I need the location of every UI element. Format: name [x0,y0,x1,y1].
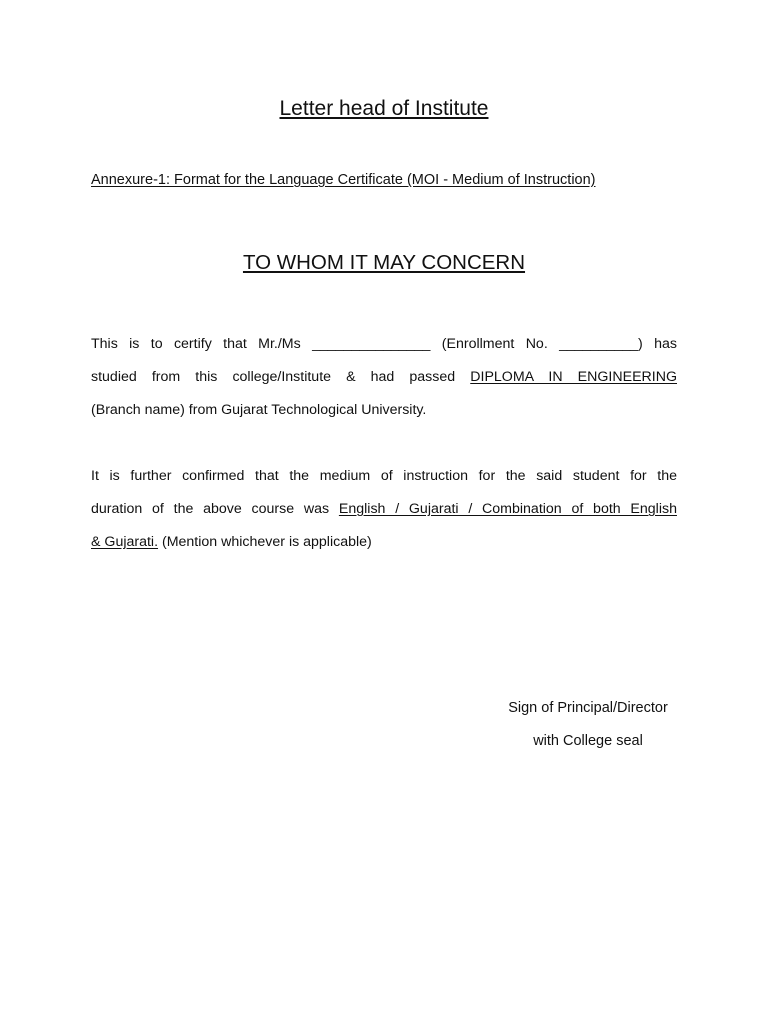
signature-block [470,692,706,758]
to-whom-heading: TO WHOM IT MAY CONCERN [242,251,526,274]
signature-line-2: with College seal [533,733,643,749]
certification-line-2-text: studied from this college/Institute & had passed [91,369,456,385]
mention-note: (Mention whichever is applicable) [161,534,372,550]
medium-line-2 [91,493,677,526]
medium-line-2-text: duration of the above course was [91,501,330,517]
gujarati-underlined: & Gujarati. [91,534,159,550]
diploma-underlined-text: DIPLOMA IN ENGINEERING [470,369,677,385]
signature-line-1: Sign of Principal/Director [508,700,668,716]
certification-line-1: This is to certify that Mr./Ms _______________ (Enrollment No. __________) has [91,336,677,352]
certification-paragraph [91,328,677,427]
certification-line-2 [91,361,677,394]
language-options-underlined: English / Gujarati / Combination of both English [338,501,677,517]
medium-line-3 [91,526,677,559]
medium-line-1: It is further confirmed that the medium of instruction for the said student for the [91,468,677,484]
letterhead-title: Letter head of Institute [279,97,489,120]
medium-paragraph [91,460,677,559]
certification-line-3: (Branch name) from Gujarat Technological University. [91,402,427,418]
annexure-heading: Annexure-1: Format for the Language Certificate (MOI - Medium of Instruction) [91,172,596,188]
